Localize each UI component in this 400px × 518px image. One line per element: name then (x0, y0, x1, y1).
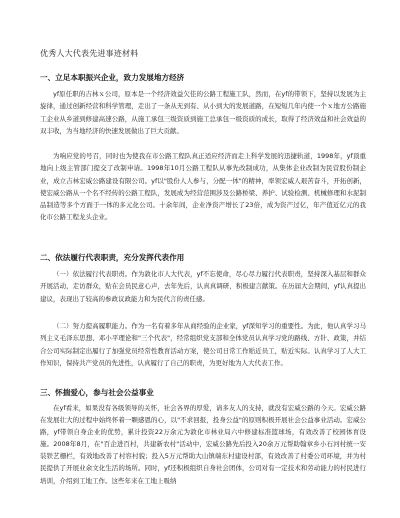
section-1-paragraph-1: yf原任职的吉林ｘ公司，原本是一个经济效益欠佳的公路工程施工队，然而，在yf的带领下，坚持以发展为主旋律，通过创新经营和科学管理，走出了一条从无到有、从小到大的发展道路，在短短几年内使一个ｘ地方公路施工企业从乡道到修建高速公路，从施工承包三级资质到施工总承包一级资质的成长，取得了经济效益和社会效益的双丰收，为当地经济的快速发展做出了巨大贡献。 (40, 90, 366, 135)
section-heading-3: 三、怀揣爱心，参与社会公益事业 (40, 388, 154, 397)
section-heading-1: 一、立足本职振兴企业，致力发展地方经济 (40, 73, 185, 82)
section-2-paragraph-1: （一）依法履行代表职责。作为敦化市人大代表，yf不忘使命，尽心尽力履行代表职责，坚持深入基层和群众开展活动，走访群众，贴在会员民意心声，去年先后，认真真调研，积极建言献策。在历届大会期间，yf认真提出建议，表现出了较高的参政议政能力和为民代言的责任感。 (40, 270, 366, 303)
section-1-paragraph-2: 为响应党的号召，同时也为使我在市公路工程队真正适应经济而走上科学发展的迅捷轨道，1998年，yf顶重地向上级主管部门提交了改制申请。1998年10月公路工程队从事先改制成功，从集体企业改制为民营股份制企业，成立吉林宏威公路建设有限公司。yf以"股份人人参与，分配一体"的精神，率领宏威人艰苦奋斗，开拓创新，使宏威公路从一个名不经传的公路工程队，发展成为经营范围涉及公路桥梁、养护、试验检测、机械修理和水泥制品制造等多个方面于一体的多元化公司。十余年间，企业净资产增长了23倍，成为资产过亿，年产值近亿元的我化市公路工程龙头企业。 (40, 152, 366, 222)
section-heading-2: 二、依法履行代表职责，充分发挥代表作用 (40, 253, 185, 262)
section-2-paragraph-2: （二）努力提高履职能力。作为一名有着多年从商经验的企业家，yf深知学习的重要性。为此，他认真学习马列主义毛泽东思想、邓小平理论和"三个代表"，经常组织党支部和全体党员认真学习党的路线、方针、政策，并结合公司实际制定出履行了加强党员经常性教育活动方案，使公司日常工作贴近员工，贴近实际。认真学习了人大工作知识，保持共产党员的先进性，认真履行了自己的职责，为更好地为人大代表工作。 (40, 322, 366, 367)
section-3-paragraph-1: 在yf看来，如果没有各级领导的关怀，社会各界的厚爱，请多友人的支持，就没有宏威公路的今天。宏威公路在发展壮大的过程中始终怀着一颗感恩的心，以"不求回报，投身公益"的原则积极开展社会公益事业活动。宏威公路，yf带领自身企业的优势，累计投资22万余元为敦化市林业局六中修建标准篮球场，有效改善了校园体育设施。2008年8月，在"百企进百村，共建新农村"活动中，宏威公路先后投入20余万元帮助翰章乡小石河村统一安装铁艺栅栏，有效地改善了村容村貌；投入5万元帮助大山镇端东村建设村部，有效改善了村委公司环境，并为村民提供了开展业余文化生活的场所。同时，yf还积极组织自身社会团体，公司对有一定技术和劳动能力的村民进行培训，介绍到工地工作。这些年来在工地上吸纳 (40, 404, 366, 485)
document-title: 优秀人大代表先进事迹材料 (40, 49, 139, 58)
